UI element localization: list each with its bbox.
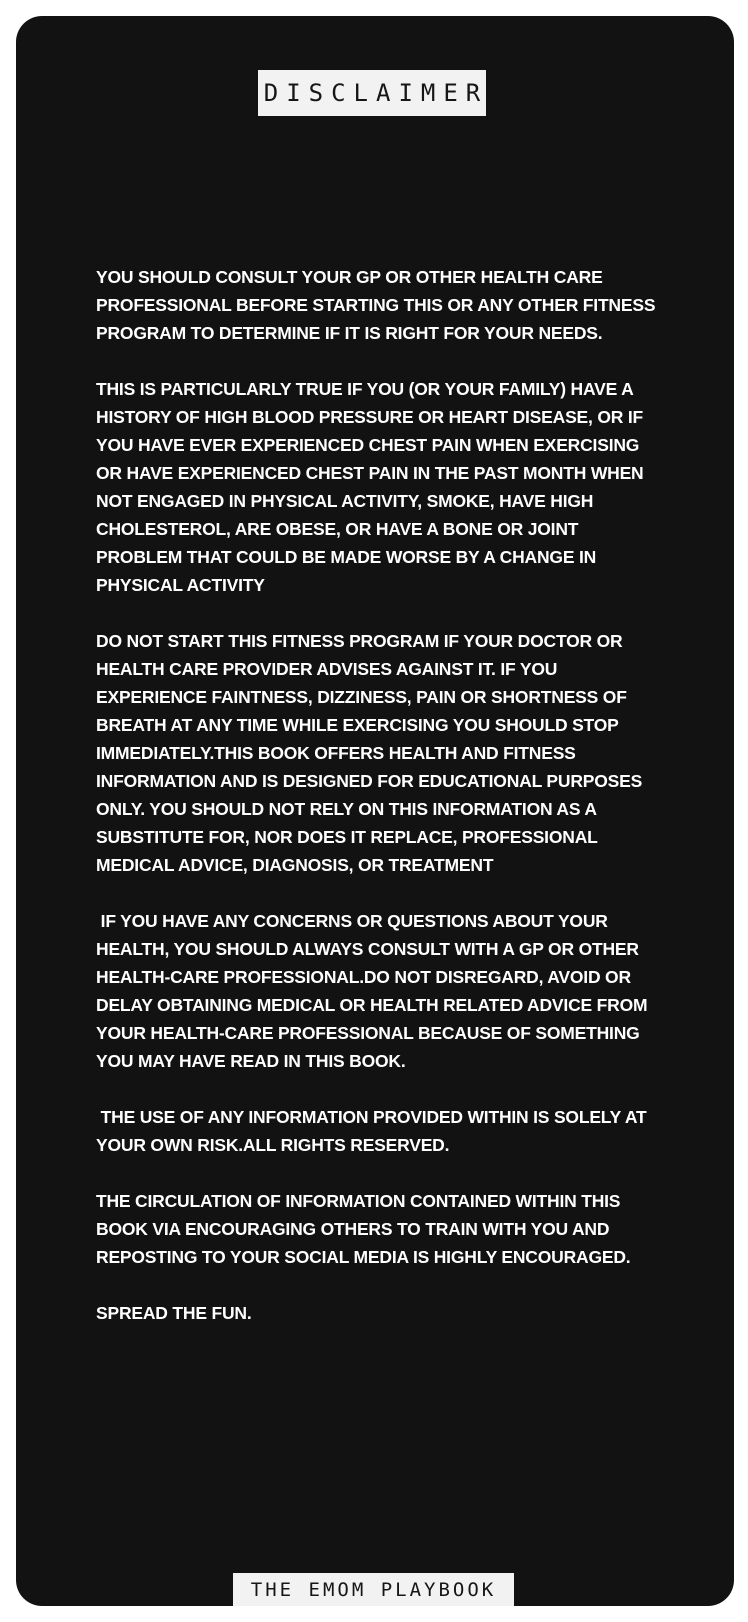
disclaimer-paragraph-history: THIS IS PARTICULARLY TRUE IF YOU (OR YOUR FAMILY) HAVE A HISTORY OF HIGH BLOOD PRESSURE OR HEART DISEASE, OR IF YOU HAVE EVER EXPERIENCED CHEST PAIN WHEN EXERCISING OR HAVE EXPERIENCED CHEST PAIN IN THE PAST MONTH WHEN NOT ENGAGED IN PHYSICAL ACTIVITY, SMOKE, HAVE HIGH CHOLESTEROL, ARE OBESE, OR HAVE A BONE OR JOINT PROBLEM THAT COULD BE MADE WORSE BY A CHANGE IN PHYSICAL ACTIVITY bbox=[96, 379, 649, 595]
disclaimer-paragraph-consult: YOU SHOULD CONSULT YOUR GP OR OTHER HEALTH CARE PROFESSIONAL BEFORE STARTING THIS OR ANY OTHER FITNESS PROGRAM TO DETERMINE IF IT IS RIGHT FOR YOUR NEEDS. bbox=[96, 267, 660, 343]
disclaimer-paragraph-own-risk: THE USE OF ANY INFORMATION PROVIDED WITHIN IS SOLELY AT YOUR OWN RISK.ALL RIGHTS RESERVED. bbox=[96, 1107, 651, 1155]
disclaimer-paragraph-circulation: THE CIRCULATION OF INFORMATION CONTAINED WITHIN THIS BOOK VIA ENCOURAGING OTHERS TO TRAIN WITH YOU AND REPOSTING TO YOUR SOCIAL MEDIA IS HIGHLY ENCOURAGED. bbox=[96, 1191, 631, 1267]
disclaimer-paragraph-spread-fun: SPREAD THE FUN. bbox=[96, 1303, 252, 1323]
footer-brand-box bbox=[233, 1573, 514, 1606]
page-title: DISCLAIMER bbox=[263, 79, 489, 107]
disclaimer-body bbox=[96, 263, 666, 1355]
disclaimer-paragraph-concerns: IF YOU HAVE ANY CONCERNS OR QUESTIONS ABOUT YOUR HEALTH, YOU SHOULD ALWAYS CONSULT WITH A GP OR OTHER HEALTH-CARE PROFESSIONAL.DO NOT DISREGARD, AVOID OR DELAY OBTAINING MEDICAL OR HEALTH RELATED ADVICE FROM YOUR HEALTH-CARE PROFESSIONAL BECAUSE OF SOMETHING YOU MAY HAVE READ IN THIS BOOK. bbox=[96, 911, 652, 1071]
title-label-box bbox=[258, 70, 489, 116]
disclaimer-card bbox=[16, 16, 734, 1606]
footer-brand: THE EMOM PLAYBOOK bbox=[250, 1578, 497, 1601]
disclaimer-paragraph-do-not-start: DO NOT START THIS FITNESS PROGRAM IF YOUR DOCTOR OR HEALTH CARE PROVIDER ADVISES AGAINST IT. IF YOU EXPERIENCE FAINTNESS, DIZZINESS, PAIN OR SHORTNESS OF BREATH AT ANY TIME WHILE EXERCISING YOU SHOULD STOP IMMEDIATELY.THIS BOOK OFFERS HEALTH AND FITNESS INFORMATION AND IS DESIGNED FOR EDUCATIONAL PURPOSES ONLY. YOU SHOULD NOT RELY ON THIS INFORMATION AS A SUBSTITUTE FOR, NOR DOES IT REPLACE, PROFESSIONAL MEDICAL ADVICE, DIAGNOSIS, OR TREATMENT bbox=[96, 631, 647, 875]
